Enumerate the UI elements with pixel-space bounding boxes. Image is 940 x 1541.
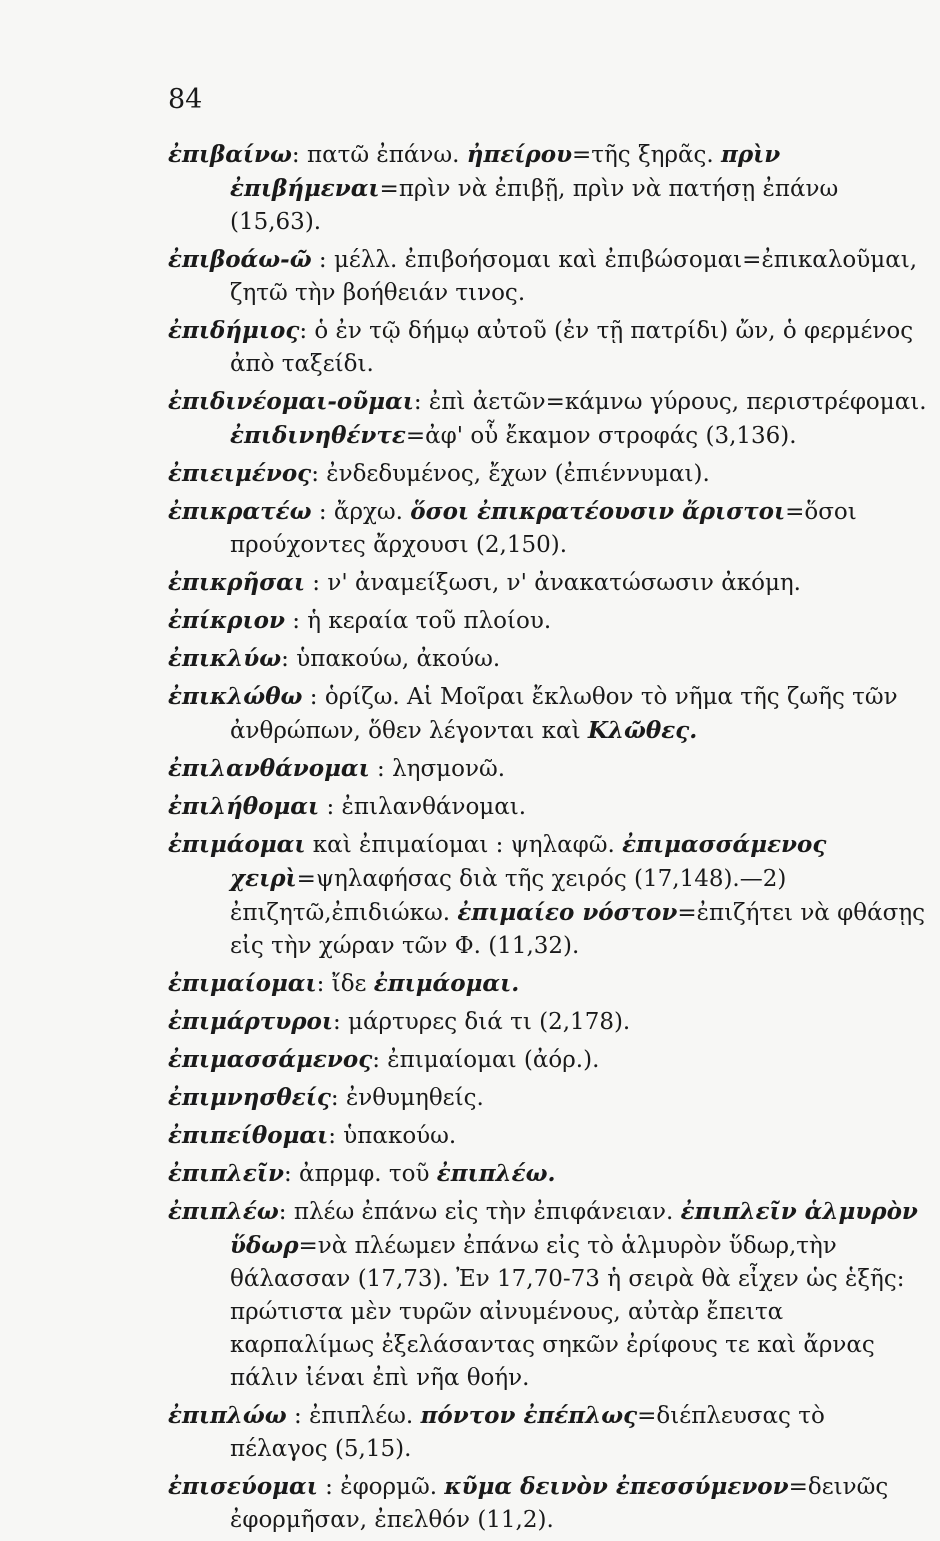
definition-text: : ὑπακούω, ἀκούω. xyxy=(281,646,501,672)
dictionary-entry xyxy=(168,680,928,748)
dictionary-entry xyxy=(168,1081,928,1115)
cited-phrase: ἐπιπλέω. xyxy=(436,1160,556,1187)
cited-phrase: πρὶν ἐπιβήμεναι xyxy=(230,141,781,202)
entry-headword: ἐπιδινέομαι-οῦμαι xyxy=(168,388,414,415)
entry-headword: ἐπιειμένος xyxy=(168,460,312,487)
definition-text: : πλέω ἐπάνω εἰς τὴν ἐπιφάνειαν. xyxy=(278,1199,681,1225)
dictionary-entry xyxy=(168,604,928,638)
dictionary-entry xyxy=(168,457,928,491)
dictionary-entry xyxy=(168,138,928,239)
definition-text: : ἐνθυμηθείς. xyxy=(330,1085,484,1111)
definition-text: : ἡ κεραία τοῦ πλοίου. xyxy=(284,608,552,634)
dictionary-entry xyxy=(168,752,928,786)
entry-headword: ἐπιλανθάνομαι xyxy=(168,755,370,782)
definition-text: =νὰ πλέωμεν ἐπάνω εἰς τὸ ἁλμυρὸν ὕδωρ,τὴν θάλασσαν (17,73). Ἐν 17,70-73 ἡ σειρὰ θὰ εἶχεν ὡς ἑξῆς: πρώτιστα μὲν τυρῶν αἰνυμένους, αὐτὰρ ἔπειτα καρπαλίμως ἐξελάσαντας σηκῶν ἐρίφους τε καὶ ἄρνας πάλιν ἰέναι ἐπὶ νῆα θοήν. xyxy=(230,1233,905,1391)
dictionary-entry xyxy=(168,828,928,963)
definition-text: : μάρτυρες διά τι (2,178). xyxy=(332,1009,631,1035)
dictionary-entry xyxy=(168,1005,928,1039)
entry-headword: ἐπιμάομαι xyxy=(168,831,306,858)
cited-phrase: κῦμα δεινὸν ἐπεσσύμενον xyxy=(444,1473,789,1500)
definition-text: : ὁ ἐν τῷ δήμῳ αὐτοῦ (ἐν τῇ πατρίδι) ὤν, ὁ φερμένος ἀπὸ ταξείδι. xyxy=(230,318,914,377)
definition-text: =δεινῶς ἐφορμῆσαν, ἐπελθόν (11,2). xyxy=(230,1474,889,1533)
entry-headword: ἐπικρατέω xyxy=(168,498,312,525)
cited-phrase: ἐπιμάομαι. xyxy=(373,970,520,997)
entry-headword: ἐπιμασσάμενος xyxy=(168,1046,373,1073)
definition-text: =ἐπιζήτει νὰ φθάσῃς εἰς τὴν χώραν τῶν Φ. (11,32). xyxy=(230,900,925,959)
entry-headword: ἐπιπλέω xyxy=(168,1198,279,1225)
definition-text: : ἄρχω. xyxy=(311,499,411,525)
cited-phrase: ἐπιμαίεο νόστον xyxy=(457,899,678,926)
entry-headword: ἐπιλήθομαι xyxy=(168,793,320,820)
entry-headword: ἐπίκριον xyxy=(168,607,285,634)
definition-text: =τῆς ξηρᾶς. xyxy=(572,142,722,168)
cited-phrase: ἐπιπλεῖν ἁλμυρὸν ὕδωρ xyxy=(230,1198,918,1259)
cited-phrase: Κλῶθες. xyxy=(587,717,698,744)
definition-text: : ἐφορμῶ. xyxy=(317,1474,445,1500)
cited-phrase: πόντον ἐπέπλως xyxy=(420,1402,638,1429)
entry-headword: ἐπιμνησθείς xyxy=(168,1084,331,1111)
entry-headword: ἐπισεύομαι xyxy=(168,1473,318,1500)
definition-text: : ἐπὶ ἀετῶν=κάμνω γύρους, περιστρέφομαι. xyxy=(413,389,927,415)
entry-headword: ἐπιμαίομαι xyxy=(168,970,317,997)
definition-text: =διέπλευσας τὸ πέλαγος (5,15). xyxy=(230,1403,825,1462)
entry-headword: ἐπιμάρτυροι xyxy=(168,1008,333,1035)
dictionary-entry xyxy=(168,1119,928,1153)
definition-text: : ἀπρμφ. τοῦ xyxy=(283,1161,437,1187)
entry-headword: ἐπιβοάω-ῶ xyxy=(168,246,312,273)
dictionary-entry xyxy=(168,1470,928,1537)
definition-text: =ψηλαφήσας διὰ τῆς χειρός (17,148).—2) ἐπιζητῶ,ἐπιδιώκω. xyxy=(230,866,787,926)
dictionary-entry xyxy=(168,495,928,562)
page-number: 84 xyxy=(168,84,203,115)
definition-text: : ἐπιπλέω. xyxy=(286,1403,421,1429)
definition-text: =ὅσοι προύχοντες ἄρχουσι (2,150). xyxy=(230,499,857,558)
definition-text: : ἴδε xyxy=(316,971,374,997)
cited-phrase: ἐπιμασσάμενος χειρὶ xyxy=(230,831,827,892)
dictionary-entry xyxy=(168,1399,928,1466)
dictionary-entry xyxy=(168,385,928,453)
definition-text: καὶ ἐπιμαίομαι : ψηλαφῶ. xyxy=(305,832,623,858)
entry-headword: ἐπικλώθω xyxy=(168,683,303,710)
definition-text: : ἐπιμαίομαι (ἀόρ.). xyxy=(372,1047,600,1073)
dictionary-entries xyxy=(168,138,928,1541)
dictionary-entry xyxy=(168,967,928,1001)
cited-phrase: ἐπιδινηθέντε xyxy=(230,422,406,449)
dictionary-entry xyxy=(168,314,928,381)
entry-headword: ἐπιπλεῖν xyxy=(168,1160,284,1187)
dictionary-entry xyxy=(168,243,928,310)
definition-text: : ὁρίζω. Αἱ Μοῖραι ἔκλωθον τὸ νῆμα τῆς ζωῆς τῶν ἀνθρώπων, ὅθεν λέγονται καὶ xyxy=(230,684,898,744)
dictionary-entry xyxy=(168,566,928,600)
dictionary-entry xyxy=(168,1195,928,1395)
entry-headword: ἐπιπλώω xyxy=(168,1402,287,1429)
definition-text: : μέλλ. ἐπιβοήσομαι καὶ ἐπιβώσομαι=ἐπικαλοῦμαι, ζητῶ τὴν βοήθειάν τινος. xyxy=(230,247,918,306)
definition-text: : πατῶ ἐπάνω. xyxy=(291,142,467,168)
definition-text: : ἐπιλανθάνομαι. xyxy=(319,794,527,820)
dictionary-entry xyxy=(168,642,928,676)
definition-text: : ν' ἀναμείξωσι, ν' ἀνακατώσωσιν ἀκόμη. xyxy=(305,570,801,596)
dictionary-entry xyxy=(168,790,928,824)
entry-headword: ἐπικλύω xyxy=(168,645,282,672)
definition-text: : ἐνδεδυμένος, ἔχων (ἐπιέννυμαι). xyxy=(311,461,710,487)
definition-text: =ἀφ' οὗ ἔκαμον στροφάς (3,136). xyxy=(405,423,797,449)
definition-text: : ὑπακούω. xyxy=(328,1123,457,1149)
dictionary-entry xyxy=(168,1043,928,1077)
entry-headword: ἐπικρῆσαι xyxy=(168,569,305,596)
cited-phrase: ἠπείρου xyxy=(466,141,573,168)
entry-headword: ἐπιπείθομαι xyxy=(168,1122,329,1149)
definition-text: : λησμονῶ. xyxy=(369,756,506,782)
definition-text: =πρὶν νὰ ἐπιβῇ, πρὶν νὰ πατήσῃ ἐπάνω (15,63). xyxy=(230,176,839,235)
cited-phrase: ὅσοι ἐπικρατέουσιν ἄριστοι xyxy=(410,498,786,525)
entry-headword: ἐπιδήμιος xyxy=(168,317,300,344)
dictionary-entry xyxy=(168,1157,928,1191)
entry-headword: ἐπιβαίνω xyxy=(168,141,292,168)
